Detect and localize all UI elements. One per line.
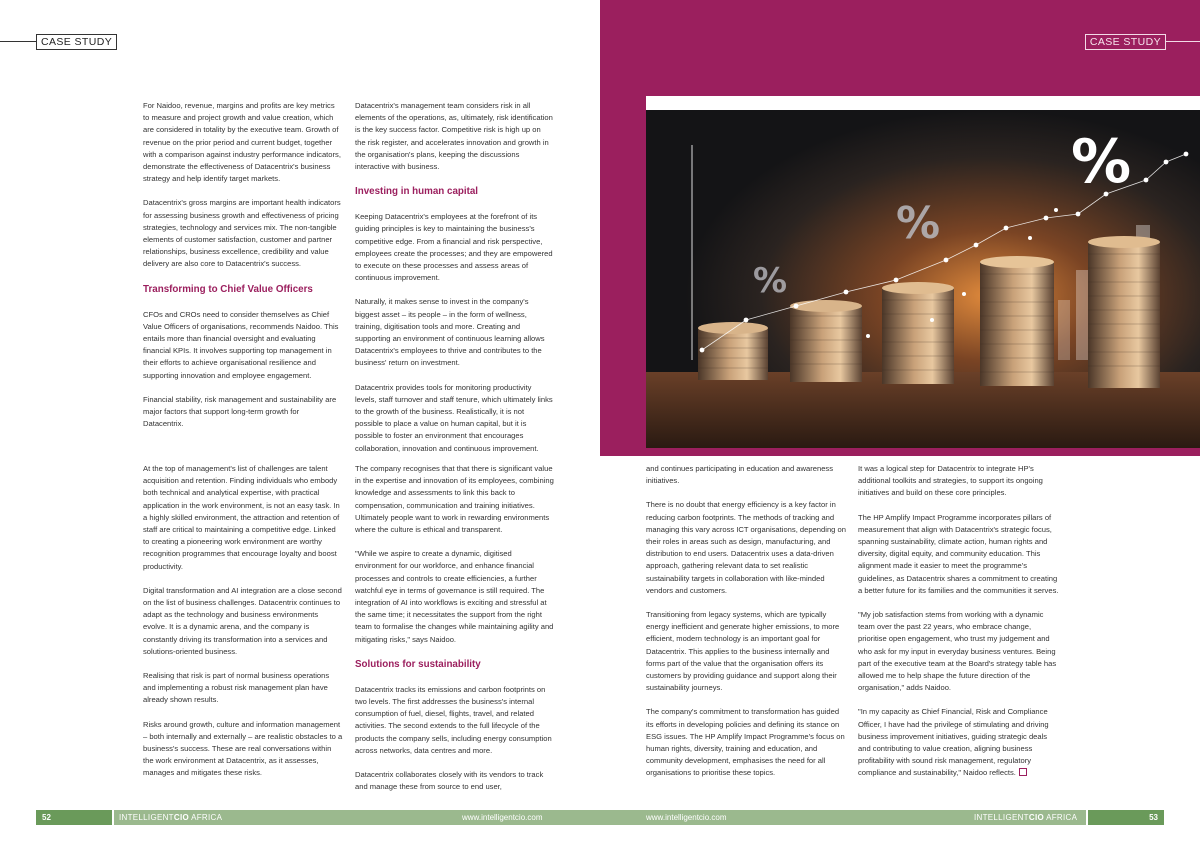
bar-ghost <box>1076 270 1088 360</box>
coins-growth-photo <box>646 110 1200 448</box>
paragraph: Datacentrix's gross margins are important health indicators for assessing business growth and effectiveness of pricing strategies, technology and services mix. The non-tangible elements of customer satisfaction, customer and partner relationships, business excellence, credibility and value delivery are also core to Datacentrix's success. <box>143 198 341 269</box>
coin-stack <box>882 282 954 384</box>
percent-symbol-small: % <box>753 261 788 301</box>
column-1-bottom <box>143 463 343 792</box>
footer-url-link[interactable]: www.intelligentcio.com <box>646 813 727 822</box>
bar-ghost <box>1058 300 1070 360</box>
column-2-top <box>355 100 553 467</box>
paragraph: Keeping Datacentrix's employees at the forefront of its guiding principles is key to maintaining the business's competitive edge. From a financial and risk perspective, employees create the processes; and they are empowered to execute on these processes and assess areas of continuous improvement. <box>355 212 553 283</box>
paragraph: The company recognises that that there is significant value in the expertise and innovation of its employees, combining knowledge and assessments to link this back to compensation, communication and training initiatives. Ultimately people want to work in rewarding environments where the culture is ethical and transparent. <box>355 464 554 535</box>
paragraph: At the top of management's list of challenges are talent acquisition and retention. Finding individuals who embody both technical and analytical expertise, with practical application in the work environment, is not an easy task. In a highly skilled environment, the attraction and retention of staff are critical to maintaining a competitive edge. Linked to creating a pioneering work environment are worthy recognition programmes that encourage loyalty and boost productivity. <box>143 464 340 571</box>
percent-symbol-large: % <box>1071 127 1132 197</box>
page-number-left: 52 <box>36 810 112 825</box>
column-2-bottom <box>355 463 555 805</box>
paragraph: Realising that risk is part of normal business operations and implementing a robust risk management plan have already shown results. <box>143 671 330 705</box>
paragraph: Transitioning from legacy systems, which are typically energy inefficient and generate higher emissions, to more efficient, modern technology is an important goal for Datacentrix. This applies to the business internally and forms part of the value that the organisation offers its customers by providing guidance and support along their sustainability journeys. <box>646 610 840 693</box>
coin-stack <box>790 300 862 382</box>
paragraph-final: "In my capacity as Chief Financial, Risk and Compliance Officer, I have had the privilege of stimulating and driving business improvement initiatives, guiding strategic deals and contributing to value creation, aligning business profitability with sound risk management, regulatory compliance and sustainability," Naidoo reflects. <box>858 707 1049 778</box>
coin-stack <box>1088 236 1160 388</box>
paragraph: Naturally, it makes sense to invest in the company's biggest asset – its people – in the form of wellness, training, digitisation tools and more. Creating and supporting an environment of continuous learning allows Datacentrix's employees to thrive and contributes to the business' return on investment. <box>355 297 545 368</box>
section-heading: Investing in human capital <box>355 186 479 198</box>
footer-bar-left <box>114 810 600 825</box>
section-tab-left: CASE STUDY <box>36 34 117 50</box>
page-number-right: 53 <box>1088 810 1164 825</box>
brand-wordmark: INTELLIGENTCIO AFRICA <box>119 813 223 822</box>
paragraph: Risks around growth, culture and information management – both internally and externally – are realistic obstacles to a business's success. These are real conversations within the work environment at Datacentrix, as it assesses, manages and mitigates these risks. <box>143 719 343 778</box>
coins-growth-illustration <box>646 110 1200 448</box>
section-tab-right: CASE STUDY <box>1085 34 1166 50</box>
footer-bar-right <box>600 810 1086 825</box>
right-page <box>600 0 1200 849</box>
header-rule-left <box>0 41 36 42</box>
paragraph: CFOs and CROs need to consider themselves as Chief Value Officers of organisations, recommends Naidoo. This entails more than financial oversight and evaluating financial KPIs. It involves supporting top management in their efforts to achieve organisational resilience and supporting innovation and employee engagement. <box>143 309 339 380</box>
paragraph: "While we aspire to create a dynamic, digitised environment for our workforce, and enhance financial processes and controls to create efficiencies, a further watchful eye in terms of governance is still required. The integration of AI into workflows is exciting and stressful at the same time; it necessitates the support from the right team to formalise the changes while maintaining agility and mitigating risks," says Naidoo. <box>355 549 554 644</box>
paragraph: "My job satisfaction stems from working with a dynamic team over the past 22 years, who embrace change, prioritise open engagement, who trust my judgement and who ask for my input in everyday business ventures. Being part of the executive team at the Board's strategy table has allowed me to help shape the future direction of the organisation," adds Naidoo. <box>858 610 1057 693</box>
paragraph: Datacentrix provides tools for monitoring productivity levels, staff turnover and staff tenure, which ultimately links to the growth of the business. Realistically, it is not possible to place a value on human capital, but it is possible to foster an environment that encourages collaboration, innovation and continuous improvement. <box>355 382 553 453</box>
paragraph: It was a logical step for Datacentrix to integrate HP's additional toolkits and strategies, to support its ongoing initiatives and build on these core principles. <box>858 464 1043 498</box>
paragraph: The company's commitment to transformation has guided its efforts in developing policies and defining its stance on ESG issues. The HP Amplify Impact Programme's focus on human rights, diversity, training and education, and community development, emphasises the need for all organisations to prioritise these topics. <box>646 707 845 778</box>
paragraph: The HP Amplify Impact Programme incorporates pillars of measurement that align with Datacentrix's strategic focus, spanning sustainability, climate action, human rights and diversity, digital equity, and community education. This alignment made it easier to meet the programme's guidelines, as Datacentrix shares a commitment to creating a better future for its families and the communities it serves. <box>858 512 1059 595</box>
photo-top-band <box>646 96 1200 110</box>
section-heading: Solutions for sustainability <box>355 658 481 670</box>
paragraph: Digital transformation and AI integration are a close second on the list of business challenges. Datacentrix continues to adapt as the technology and business environments evolve. It is a dynamic arena, and the company is constantly driving its transformation into a services and solutions-oriented business. <box>143 585 342 656</box>
header-rule-right <box>1166 41 1200 42</box>
paragraph: Datacentrix's management team considers risk in all elements of the operations, as, ultimately, risk identification is the key success factor. Competitive risk is high up on the risk register, and accelerates innovation and growth in the organisation's plans, keeping the discussions interactive with business. <box>355 101 553 172</box>
paragraph: Datacentrix collaborates closely with its vendors to track and manage these from source to end user, <box>355 770 544 792</box>
end-of-article-icon <box>1019 768 1027 776</box>
column-1-top <box>143 100 341 442</box>
footer-url-link[interactable]: www.intelligentcio.com <box>462 813 543 822</box>
paragraph: For Naidoo, revenue, margins and profits are key metrics to measure and project growth and value creation, which are considered in totality by the executive team. Growth of revenue on the prior period and current budget, together with a comparison against industry performance indicators, demonstrate the effectiveness of Datacentrix's business strategy and help identify target markets. <box>143 101 341 184</box>
section-heading: Transforming to Chief Value Officers <box>143 283 313 295</box>
paragraph: Financial stability, risk management and sustainability are major factors that support long-term growth for Datacentrix. <box>143 394 337 429</box>
column-4 <box>858 463 1060 792</box>
column-3 <box>646 463 846 792</box>
brand-wordmark: INTELLIGENTCIO AFRICA <box>974 813 1078 822</box>
paragraph: and continues participating in education and awareness initiatives. <box>646 464 834 486</box>
paragraph: Datacentrix tracks its emissions and carbon footprints on two levels. The first addresses the business's internal consumption of fuel, diesel, flights, travel, and related activities. The second extends to the full lifecycle of the products the company sells, including energy consumption across networks, data centres and more. <box>355 684 552 755</box>
coin-stack <box>698 322 768 380</box>
coin-stack <box>980 256 1054 386</box>
percent-symbol-medium: % <box>896 198 941 249</box>
paragraph: There is no doubt that energy efficiency is a key factor in reducing carbon footprints. The methods of tracking and managing this vary across ICT organisations, depending on their roles in areas such as design, manufacturing, and distribution to end users. Datacentrix uses a data-driven approach, gathering relevant data to set realistic sustainability targets in collaboration with like-minded vendors and customers. <box>646 500 846 595</box>
